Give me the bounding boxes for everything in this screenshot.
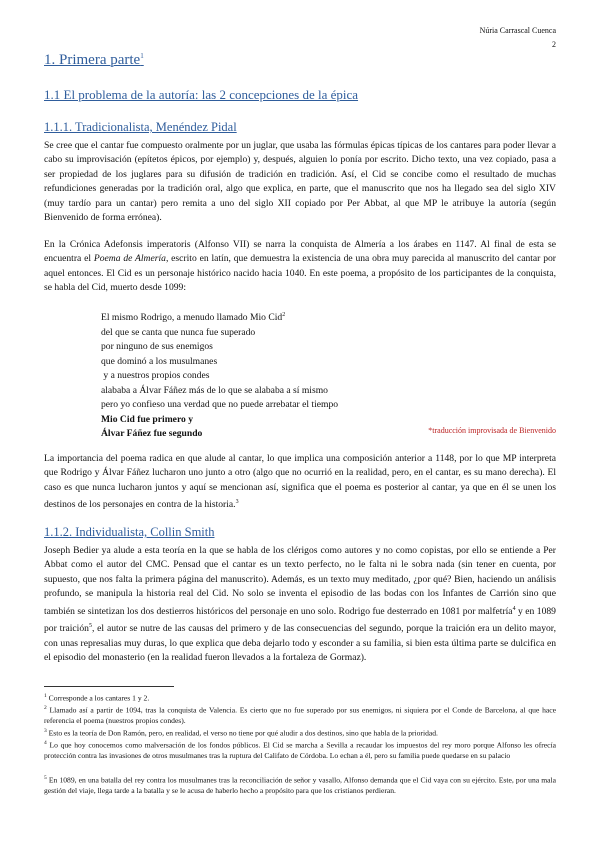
paragraph-individualista: Joseph Bedier ya alude a esta teoría en la que se habla de los clérigos como autores y no como copistas, por ello se entiende a Per Abbat como el autor del CMC. Pensad que el cantar es un texto perfecto, no le falta ni le sobra nada (sin tener en cuenta, por supuesto, que nos falta la primera página del manuscrito). Además, es un texto muy meditado, ¿por qué? Bien, haciendo un análisis profundo, se manipula la historia real del Cid. No solo se inventa el episodio de las bodas con los Infantes de Carrión sino que también se sintetizan los dos destierros históricos del personaje en uno solo. Rodrigo fue desterrado en 1081 por malfetría$^4$ y en 1089 por traición$^5$, el autor se nutre de las causas del primero y de las consecuencias del segundo, porque la traición era un delito mayor, con unas represalias muy duras, lo que explica que deba dejarlo todo y esconder a su familia, si bien esta última parte se dulcifica en el episodio del monasterio (en la realidad fueron llevados a la fortaleza de Gormaz). <box>44 545 556 664</box>
footnote-divider <box>44 686 174 687</box>
footnote-ref-1[interactable]: 1 <box>140 52 144 60</box>
footnote-4: $^4$ Lo que hoy conocemos como malversación de los fondos públicos. El Cid se marcha a Sevilla a recaudar los impuestos del rey moro porque Alfonso les ofrecía protección contra las invasiones de otros musulmanes tras la ruptura del Califato de Córdoba. Lo echan a él, pero su familia puede quedarse en su palacio <box>44 740 556 761</box>
poem-line: del que se canta que nunca fue superado <box>101 326 256 338</box>
footnote-ref-2[interactable]: 2 <box>282 312 286 318</box>
paragraph-importancia: La importancia del poema radica en que alude al cantar, lo que implica una composición anterior a 1148, por lo que MP interpreta que Rodrigo y Álvar Fáñez lucharon uno junto a otro (algo que no ocurrió en la realidad, pero, en el cantar, es su mano derecha). El caso es que nunca lucharon juntos y aquí se mencionan así, significa que el poema es posterior al cantar, ya que en él se unen los destinos de los personajes en contra de la historia.$^3$ <box>44 453 556 511</box>
footnote-ref-4[interactable]: 4 <box>512 605 516 612</box>
heading-tradicionalista: 1.1.1. Tradicionalista, Menéndez Pidal <box>44 120 237 134</box>
poem-quote <box>101 308 561 442</box>
footnote-2: $^2$ Llamado así a partir de 1094, tras la conquista de Valencia. Es cierto que no fue superado por sus enemigos, ni siquiera por el Conde de Barcelona, al que hace referencia el poema (nuestros propios condes). <box>44 705 556 726</box>
poem-line: pero yo confieso una verdad que no puede arrebatar el tiempo <box>101 399 339 411</box>
heading-primera-parte <box>44 52 144 69</box>
poem-line: que dominó a los musulmanes <box>101 355 218 367</box>
poem-line: Mio Cid fue primero y <box>101 413 194 425</box>
footnote-ref-3[interactable]: 3 <box>235 499 239 506</box>
heading-autoria: 1.1 El problema de la autoría: las 2 concepciones de la épica <box>44 87 359 102</box>
footnote-ref-5[interactable]: 5 <box>88 623 92 630</box>
paragraph-tradicionalista: Se cree que el cantar fue compuesto oralmente por un juglar, que usaba las fórmulas épicas típicas de los cantares para poder llevar a cabo su improvisación (epítetos épicos, por ejemplo) y, después, alguien lo ponía por escrito. Dicho texto, una vez copiado, pasa a ser propiedad de los juglares para su difusión de tradición en tradición. Así, el Cid se concibe como el resultado de muchas refundiciones generadas por la tradición oral, algo que explica, en parte, que el manuscrito que nos ha llegado sea del siglo XIV (muy tardío para un cantar) pero remita a uno del siglo XII copiado por Per Abbat, al que MP le atribuye la autoría (según Bienvenido de forma errónea). <box>44 140 556 224</box>
poem-line: por ninguno de sus enemigos <box>101 341 213 353</box>
poema-almeria-title: Poema de Almería <box>93 253 166 265</box>
translation-note: *traducción improvisada de Bienvenido <box>428 426 556 435</box>
header-author: Núria Carrascal Cuenca <box>479 26 556 35</box>
poem-line: alababa a Álvar Fáñez más de lo que se alababa a sí mismo <box>101 384 328 396</box>
paragraph-cronica-b: , escrito en latín, que demuestra la existencia de una obra muy parecida al manuscrito del cantar por aquel entonces. El Cid es un personaje histórico nacido hacia 1040. En este poema, a propósito de los participantes de la conquista, se habla del Cid, muerto desde 1099: <box>44 253 556 294</box>
poem-line: y a nuestros propios condes <box>101 370 210 382</box>
heading-individualista: 1.1.2. Individualista, Collin Smith <box>44 525 215 539</box>
paragraph-cronica-a: En la Crónica Adefonsis imperatoris (Alfonso VII) se narra la conquista de Almería a los árabes en 1147. Al final de esta se encuentra el <box>44 239 556 265</box>
footnote-1: $^1$ Corresponde a los cantares 1 y 2. <box>44 693 150 703</box>
poem-line: Álvar Fáñez fue segundo <box>101 428 203 440</box>
heading-primera-parte-text: 1. Primera parte <box>44 52 141 68</box>
footnote-3: $^3$ Esto es la teoría de Don Ramón, pero, en realidad, el verso no tiene por qué aludir a dos destinos, sino que habla de la prioridad. <box>44 728 438 738</box>
paragraph-cronica <box>44 238 556 296</box>
footnote-5: $^5$ En 1089, en una batalla del rey contra los musulmanes tras la reconciliación de señor y vasallo, Alfonso demanda que el Cid vaya con su ejército. Este, por una mala gestión del viaje, llega tarde a la batalla y se le acusa de haberlo hecho a propósito para que los cristianos perdieran. <box>44 775 556 796</box>
poem-line: El mismo Rodrigo, a menudo llamado Mio Cid$^2$ <box>101 312 286 324</box>
header-page-number: 2 <box>552 40 556 49</box>
